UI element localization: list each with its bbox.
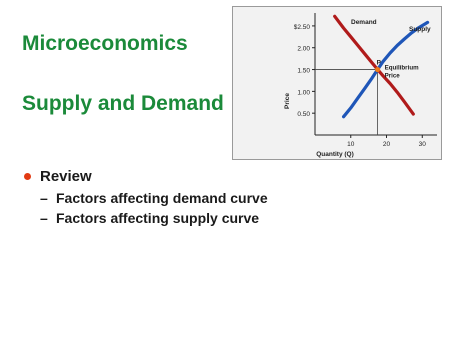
slide-title-line1: Microeconomics xyxy=(22,32,188,55)
x-tick-label: 30 xyxy=(418,141,426,148)
bullet-marker-icon xyxy=(24,173,31,180)
equilibrium-point xyxy=(375,67,380,72)
dash-marker: – xyxy=(40,210,48,226)
x-tick-label: 10 xyxy=(347,141,355,148)
slide-title-line2: Supply and Demand xyxy=(22,92,224,115)
y-tick-label: 0.50 xyxy=(297,111,310,119)
chart-svg xyxy=(233,7,441,159)
y-tick-label: $2.50 xyxy=(293,23,310,31)
x-axis-label: Quantity (Q) xyxy=(316,151,354,158)
supply-demand-chart xyxy=(232,6,442,160)
equilibrium-annotation-line1: Equilibrium xyxy=(384,64,419,72)
sub-bullet-text: Factors affecting supply curve xyxy=(56,210,260,226)
x-tick-label: 20 xyxy=(382,141,391,148)
bullet-label: Review xyxy=(40,168,92,185)
supply-label: Supply xyxy=(409,26,431,33)
demand-label: Demand xyxy=(351,19,377,26)
sub-bullet-text: Factors affecting demand curve xyxy=(56,190,268,206)
y-tick-label: 2.00 xyxy=(297,45,310,53)
y-axis-label: Price xyxy=(284,93,291,109)
equilibrium-point-label: P xyxy=(376,59,381,67)
y-tick-label: 1.00 xyxy=(297,89,310,97)
dash-marker: – xyxy=(40,190,48,206)
y-tick-label: 1.50 xyxy=(297,67,310,75)
equilibrium-annotation-line2: Price xyxy=(384,72,400,80)
